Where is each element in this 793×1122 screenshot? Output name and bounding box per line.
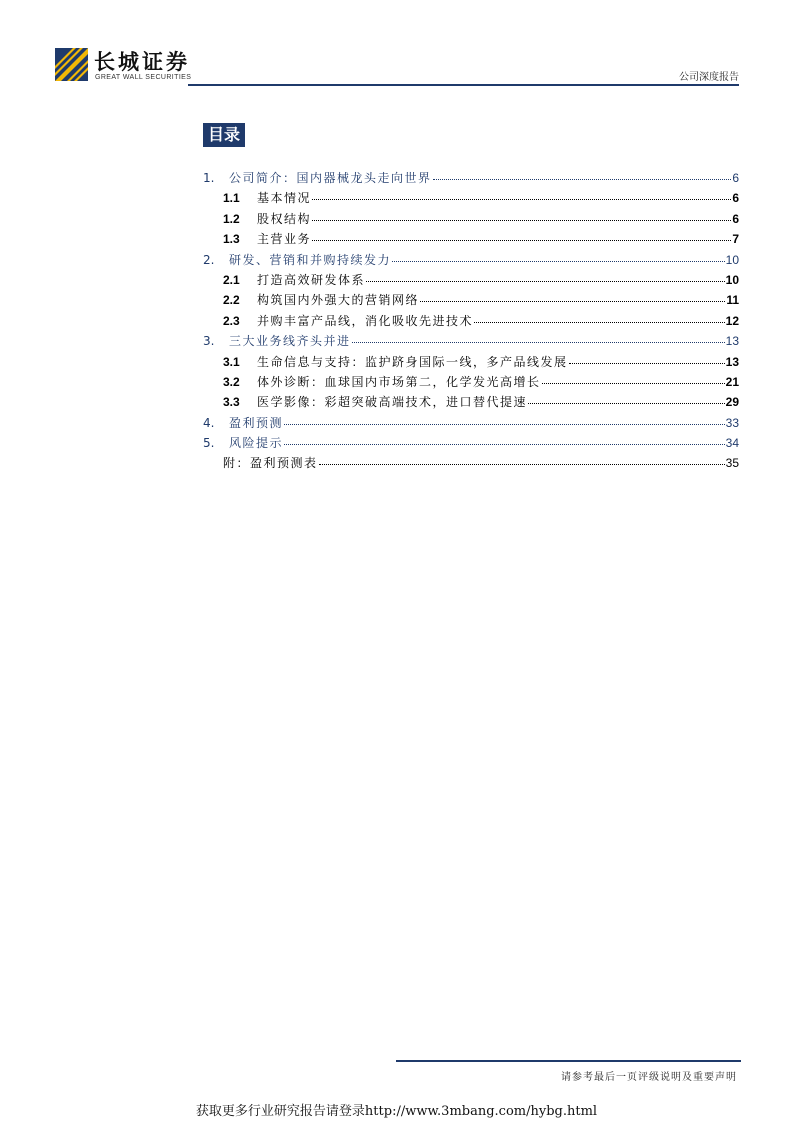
toc-dot-leader <box>284 413 725 425</box>
toc-entry-title: 盈利预测 <box>229 415 284 430</box>
toc-dot-leader <box>474 311 725 323</box>
promo-link-text[interactable]: 获取更多行业研究报告请登录http://www.3mbang.com/hybg.html <box>195 1104 598 1119</box>
logo-chinese-name: 长城证券 <box>94 49 190 74</box>
toc-entry-title: 打造高效研发体系 <box>257 272 366 287</box>
toc-entry[interactable] <box>203 188 739 208</box>
toc-entry-page-number: 10 <box>725 252 739 267</box>
toc-entry[interactable] <box>203 413 739 433</box>
toc-entry[interactable] <box>203 209 739 229</box>
toc-dot-leader <box>284 433 725 445</box>
logo-english-name: GREAT WALL SECURITIES <box>95 74 192 81</box>
header-divider <box>188 84 739 86</box>
toc-dot-leader <box>312 229 731 241</box>
toc-entry-title: 研发、营销和并购持续发力 <box>229 252 392 267</box>
toc-entry-number: 2.2 <box>223 293 240 308</box>
toc-entry[interactable] <box>203 392 739 412</box>
toc-entry-page-number: 13 <box>725 334 739 349</box>
toc-entry-page-number: 35 <box>725 456 739 471</box>
toc-dot-leader <box>319 453 725 465</box>
toc-heading: 目录 <box>203 123 245 147</box>
footer-divider <box>396 1060 741 1062</box>
report-type-label: 公司深度报告 <box>679 72 739 83</box>
toc-entry-title: 基本情况 <box>257 191 312 206</box>
toc-entry-page-number: 29 <box>725 395 739 410</box>
toc-entry-page-number: 6 <box>732 191 739 206</box>
toc-dot-leader <box>420 290 725 302</box>
toc-entry-number: 3.1 <box>223 354 240 369</box>
toc-entry-number: 4. <box>203 415 215 430</box>
toc-entry-number: 5. <box>203 436 215 451</box>
toc-entry-number: 1.3 <box>223 232 240 247</box>
toc-entry-page-number: 34 <box>725 436 739 451</box>
toc-entry-title: 并购丰富产品线，消化吸收先进技术 <box>257 313 474 328</box>
toc-entry[interactable] <box>203 250 739 270</box>
toc-dot-leader <box>433 168 732 180</box>
toc-entry-title: 医学影像：彩超突破高端技术，进口替代提速 <box>257 395 528 410</box>
toc-entry[interactable] <box>203 331 739 351</box>
toc-dot-leader <box>352 331 725 343</box>
toc-entry-title: 风险提示 <box>229 436 284 451</box>
toc-entry-title: 附：盈利预测表 <box>223 456 318 471</box>
toc-entry-number: 2.1 <box>223 272 240 287</box>
great-wall-logo-icon <box>55 48 88 81</box>
toc-entry-number: 2.3 <box>223 313 240 328</box>
toc-entry-title: 股权结构 <box>257 211 312 226</box>
toc-entry[interactable] <box>203 270 739 290</box>
toc-dot-leader <box>528 392 725 404</box>
toc-entry-title: 公司简介：国内器械龙头走向世界 <box>229 171 432 185</box>
toc-entry-page-number: 10 <box>725 272 739 287</box>
toc-dot-leader <box>542 372 725 384</box>
toc-dot-leader <box>392 250 725 262</box>
toc-entry[interactable] <box>203 311 739 331</box>
toc-dot-leader <box>312 209 731 221</box>
toc-entry-page-number: 13 <box>725 354 739 369</box>
toc-entry-number: 1.1 <box>223 191 240 206</box>
toc-entry-page-number: 21 <box>725 374 739 389</box>
toc-entry-number: 2. <box>203 252 215 267</box>
toc-entry-title: 构筑国内外强大的营销网络 <box>257 293 420 308</box>
toc-entry-title: 主营业务 <box>257 232 312 247</box>
toc-dot-leader <box>569 352 725 364</box>
toc-entry[interactable] <box>203 352 739 372</box>
toc-entry[interactable] <box>203 433 739 453</box>
toc-entry-page-number: 6 <box>732 211 739 226</box>
toc-entry-number: 1.2 <box>223 211 240 226</box>
toc-entry-page-number: 7 <box>732 232 739 247</box>
toc-entry-number: 3.2 <box>223 374 240 389</box>
toc-entry-page-number: 12 <box>725 313 739 328</box>
toc-entry-page-number: 11 <box>726 293 739 308</box>
toc-entry-title: 三大业务线齐头并进 <box>229 334 351 349</box>
toc-entry[interactable] <box>203 453 739 473</box>
toc-dot-leader <box>366 270 725 282</box>
toc-entry-number: 3.3 <box>223 395 240 410</box>
toc-entry-number: 3. <box>203 334 215 349</box>
toc-entry-title: 体外诊断：血球国内市场第二，化学发光高增长 <box>257 374 541 389</box>
toc-entry[interactable] <box>203 229 739 249</box>
toc-entry-page-number: 33 <box>725 415 739 430</box>
toc-entry[interactable] <box>203 372 739 392</box>
toc-entry[interactable] <box>203 168 739 188</box>
disclaimer-note: 请参考最后一页评级说明及重要声明 <box>561 1072 737 1083</box>
table-of-contents <box>203 168 739 474</box>
toc-dot-leader <box>312 188 731 200</box>
page-header <box>0 0 793 90</box>
toc-entry-page-number: 6 <box>732 171 739 185</box>
toc-entry-number: 1. <box>203 171 215 185</box>
toc-entry[interactable] <box>203 290 739 310</box>
toc-entry-title: 生命信息与支持：监护跻身国际一线，多产品线发展 <box>257 354 568 369</box>
